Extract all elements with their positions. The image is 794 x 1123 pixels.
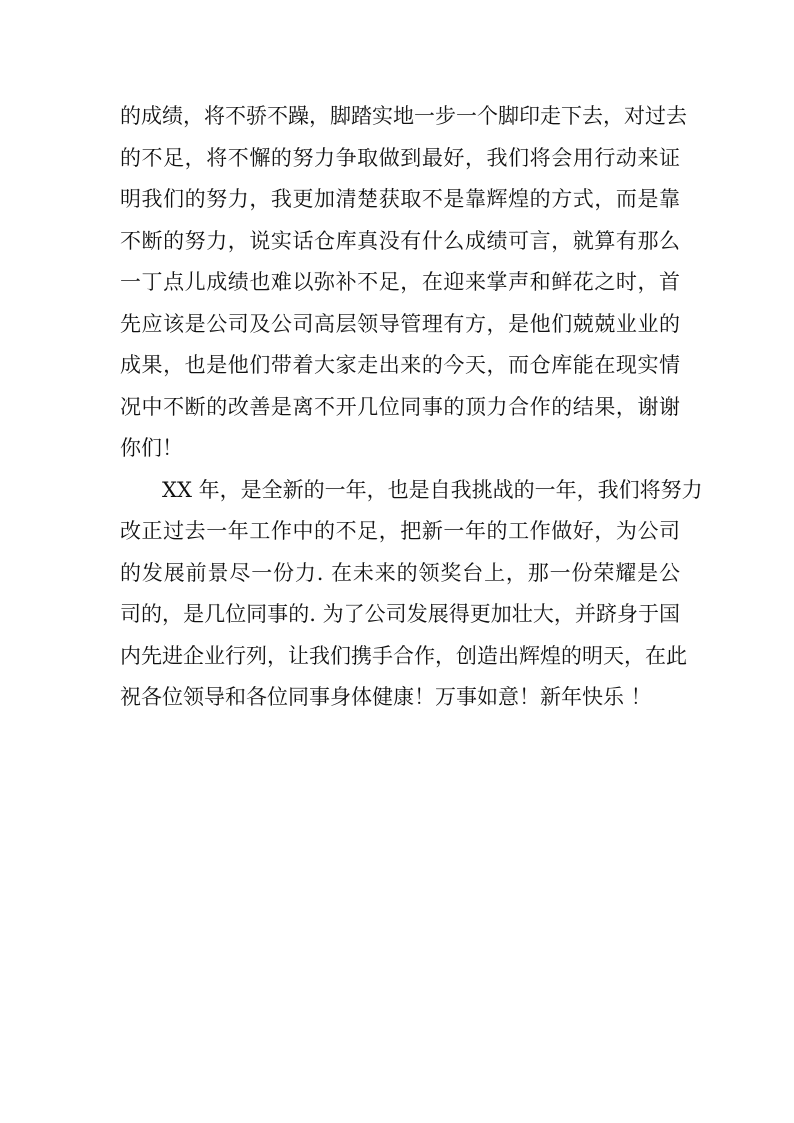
text-line: 内先进企业行列，让我们携手合作，创造出辉煌的明天，在此	[120, 643, 687, 668]
document-body	[120, 96, 703, 719]
text-line: XX 年，是全新的一年，也是自我挑战的一年，我们将努力	[162, 477, 703, 502]
text-line: 成果，也是他们带着大家走出来的今天，而仓库能在现实情	[120, 353, 680, 377]
paragraph-1	[120, 96, 687, 470]
text-line: 你们！	[120, 436, 183, 460]
text-line: 明我们的努力，我更加清楚获取不是靠辉煌的方式，而是靠	[120, 187, 680, 211]
text-line: 的成绩，将不骄不躁，脚踏实地一步一个脚印走下去，对过去	[120, 104, 687, 128]
text-line: 的不足，将不懈的努力争取做到最好，我们将会用行动来证	[120, 145, 680, 170]
text-line: 一丁点儿成绩也难以弥补不足，在迎来掌声和鲜花之时，首	[120, 270, 680, 294]
text-line: 不断的努力，说实话仓库真没有什么成绩可言，就算有那么	[120, 228, 680, 253]
text-line: 改正过去一年工作中的不足，把新一年的工作做好，为公司	[120, 519, 680, 543]
text-line: 司的，是几位同事的. 为了公司发展得更加壮大，并跻身于国	[120, 602, 680, 626]
text-line: 祝各位领导和各位同事身体健康！万事如意！新年快乐 ！	[120, 685, 652, 709]
text-line: 况中不断的改善是离不开几位同事的顶力合作的结果，谢谢	[120, 394, 680, 419]
text-line: 的发展前景尽一份力. 在未来的领奖台上，那一份荣耀是公	[120, 560, 680, 585]
text-line: 先应该是公司及公司高层领导管理有方，是他们兢兢业业的	[120, 311, 680, 336]
paragraph-2	[120, 470, 703, 719]
